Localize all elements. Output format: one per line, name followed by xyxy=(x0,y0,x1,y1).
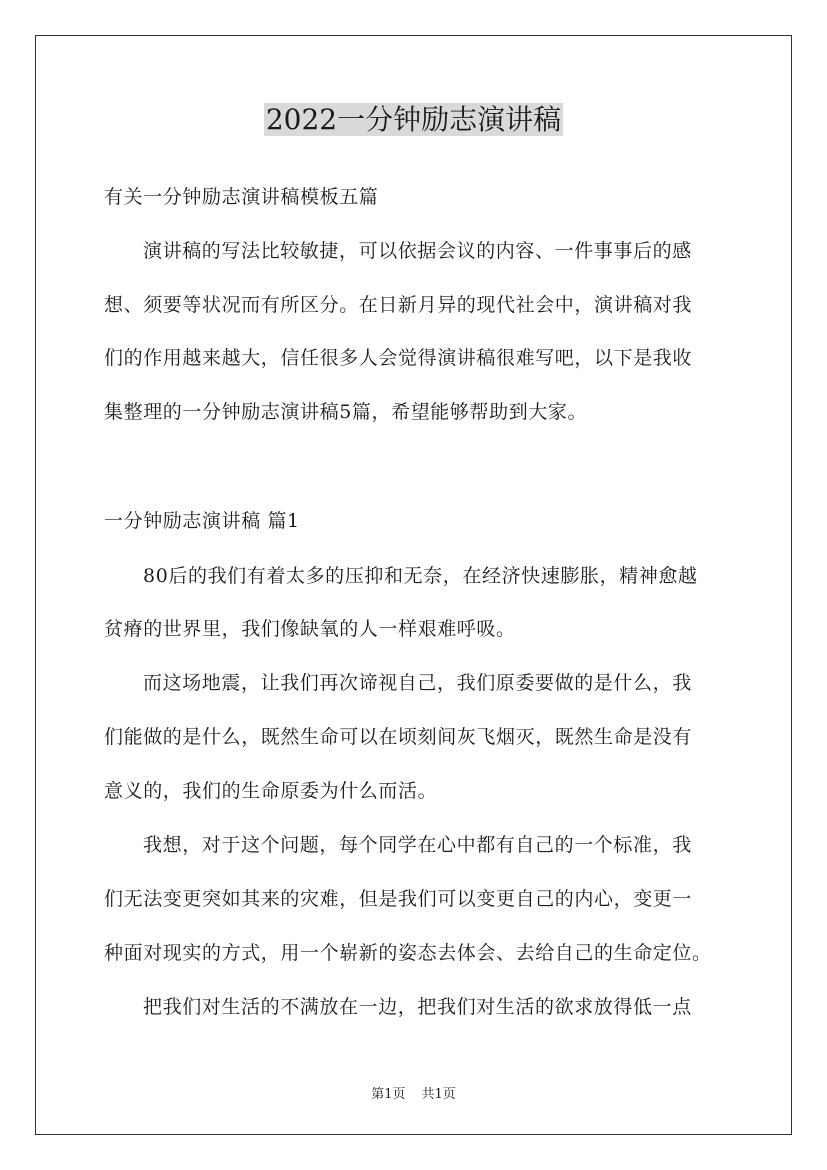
body-line: 种面对现实的方式，用一个崭新的姿态去体会、去给自己的生命定位。 xyxy=(104,942,712,964)
body-line: 意义的，我们的生命原委为什么而活。 xyxy=(104,780,438,802)
intro-line: 想、须要等状况而有所区分。在日新月异的现代社会中，演讲稿对我 xyxy=(104,294,693,316)
body-line: 80后的我们有着太多的压抑和无奈，在经济快速膨胀，精神愈越 xyxy=(143,565,698,587)
page-total: 共1页 xyxy=(421,1087,456,1102)
intro-line: 集整理的一分钟励志演讲稿5篇，希望能够帮助到大家。 xyxy=(104,401,588,423)
document-title xyxy=(0,98,827,142)
body-line: 贫瘠的世界里，我们像缺氧的人一样艰难呼吸。 xyxy=(104,618,516,640)
body-line: 们能做的是什么，既然生命可以在顷刻间灰飞烟灭，既然生命是没有 xyxy=(104,726,693,748)
page-footer xyxy=(0,1083,827,1102)
intro-line: 们的作用越来越大，信任很多人会觉得演讲稿很难写吧，以下是我收 xyxy=(104,347,693,369)
document-subtitle: 有关一分钟励志演讲稿模板五篇 xyxy=(104,186,379,208)
document-title-text: 2022一分钟励志演讲稿 xyxy=(265,103,562,136)
body-line: 们无法变更突如其来的灾难，但是我们可以变更自己的内心，变更一 xyxy=(104,888,693,910)
section-heading: 一分钟励志演讲稿 篇1 xyxy=(104,510,300,532)
intro-line: 演讲稿的写法比较敏捷，可以依据会议的内容、一件事事后的感 xyxy=(143,240,692,262)
body-line: 把我们对生活的不满放在一边，把我们对生活的欲求放得低一点 xyxy=(143,996,692,1018)
page-number: 第1页 xyxy=(371,1087,406,1102)
body-line: 而这场地震，让我们再次谛视自己，我们原委要做的是什么，我 xyxy=(143,672,692,694)
body-line: 我想，对于这个问题，每个同学在心中都有自己的一个标准，我 xyxy=(143,834,692,856)
